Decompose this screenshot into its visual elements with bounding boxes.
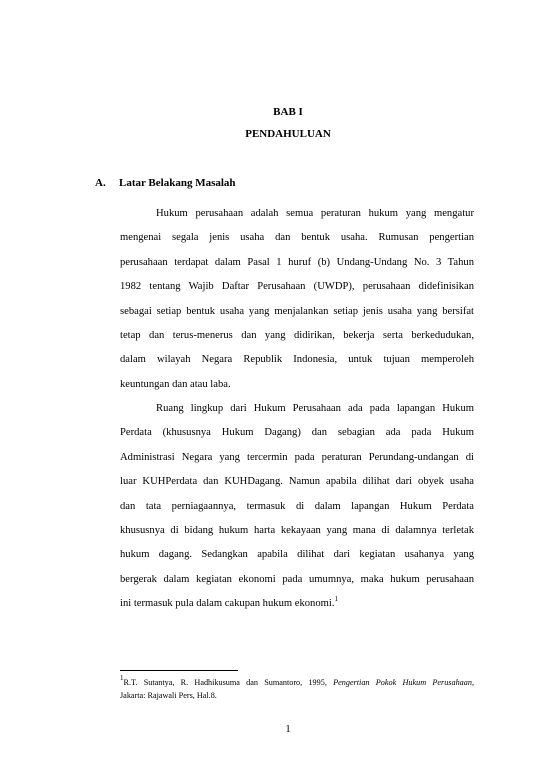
paragraph-line: Hukum perusahaan adalah semua peraturan hukum yang mengatur bbox=[156, 208, 474, 219]
paragraph-2 bbox=[120, 397, 474, 617]
footnote-book-title: Pengertian Pokok Hukum Perusahaan, bbox=[333, 678, 475, 687]
section-letter: A. bbox=[95, 177, 106, 189]
paragraph-line-text: ini termasuk pula dalam cakupan hukum ekonomi. bbox=[120, 598, 335, 610]
footnote-reference[interactable]: 1 bbox=[334, 595, 338, 604]
chapter-title: PENDAHULUAN bbox=[245, 128, 331, 140]
footnote-publisher: Jakarta: Rajawali Pers, Hal.8. bbox=[120, 691, 217, 700]
footnote-line bbox=[120, 676, 474, 689]
chapter-label: BAB I bbox=[273, 106, 303, 118]
section-heading bbox=[95, 177, 236, 189]
footnote-separator bbox=[120, 670, 238, 671]
footnote-marker: 1 bbox=[120, 674, 124, 682]
footnote bbox=[120, 676, 474, 702]
paragraph-line: sebagai setiap bentuk usaha yang menjalankan setiap jenis usaha yang bersifat bbox=[120, 305, 474, 317]
paragraph-line: keuntungan dan atau laba. bbox=[120, 378, 231, 390]
paragraph-line: tetap dan terus-menerus dan yang didirikan, bekerja serta berkedudukan, bbox=[120, 329, 474, 341]
paragraph-line: 1982 tentang Wajib Daftar Perusahaan (UWDP), perusahaan didefinisikan bbox=[120, 281, 474, 293]
page-number: 1 bbox=[285, 724, 291, 735]
paragraph-line: Perdata (khususnya Hukum Dagang) dan sebagian ada pada Hukum bbox=[120, 427, 474, 439]
paragraph-line: dan tata perniagaannya, termasuk di dalam lapangan Hukum Perdata bbox=[120, 500, 474, 512]
paragraph-1 bbox=[120, 202, 474, 397]
paragraph-line: perusahaan terdapat dalam Pasal 1 huruf (b) Undang-Undang No. 3 Tahun bbox=[120, 256, 474, 268]
paragraph-line: bergerak dalam kegiatan ekonomi pada umumnya, maka hukum perusahaan bbox=[120, 573, 474, 585]
footnote-citation: R.T. Sutantya, R. Hadhikusuma dan Sumantoro, 1995, bbox=[123, 678, 334, 687]
paragraph-line: Administrasi Negara yang tercermin pada peraturan Perundang-undangan di bbox=[120, 451, 474, 463]
section-title: Latar Belakang Masalah bbox=[119, 177, 236, 189]
paragraph-line: dalam wilayah Negara Republik Indonesia, untuk tujuan memperoleh bbox=[120, 354, 474, 366]
paragraph-line: khususnya di bidang hukum harta kekayaan yang mana di dalamnya terletak bbox=[120, 524, 474, 536]
paragraph-line: hukum dagang. Sedangkan apabila dilihat dari kegiatan usahanya yang bbox=[120, 549, 474, 561]
paragraph-line: luar KUHPerdata dan KUHDagang. Namun apabila dilihat dari obyek usaha bbox=[120, 476, 474, 488]
paragraph-line: mengenai segala jenis usaha dan bentuk usaha. Rumusan pengertian bbox=[120, 232, 474, 244]
paragraph-line: Ruang lingkup dari Hukum Perusahaan ada pada lapangan Hukum bbox=[156, 403, 474, 414]
paragraph-line-last bbox=[120, 592, 474, 616]
